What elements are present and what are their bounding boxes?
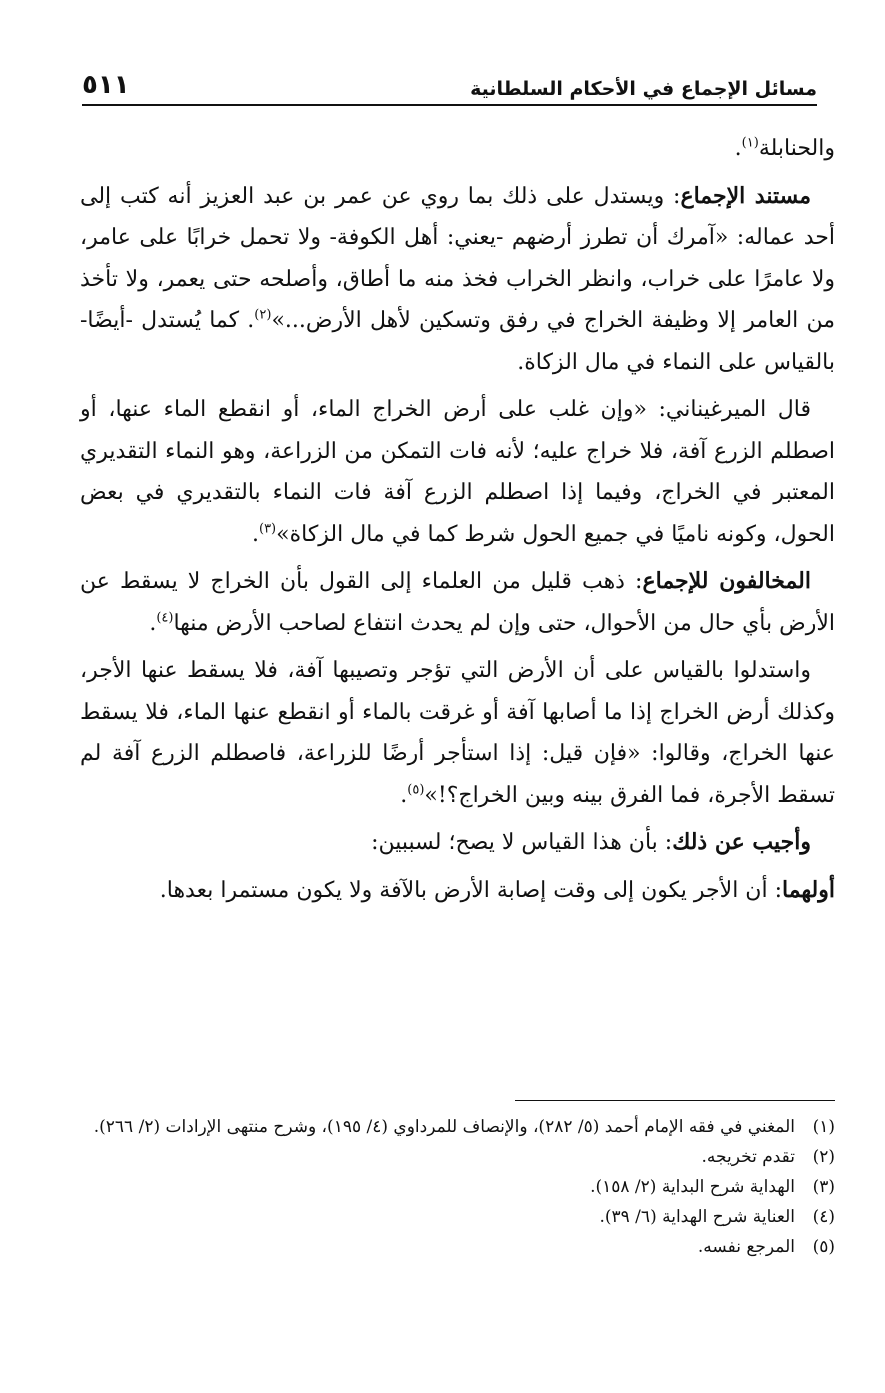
footnote-text: تقدم تخريجه. [701, 1147, 795, 1167]
paragraph [80, 561, 835, 644]
paragraph [80, 822, 835, 864]
paragraph-tail: . [734, 136, 742, 161]
footnote [80, 1202, 835, 1232]
paragraph-lead: وأجيب عن ذلك [672, 829, 811, 855]
paragraph [80, 389, 835, 555]
footnote-reference: (٥) [407, 782, 425, 798]
paragraph-tail: . [149, 610, 157, 636]
paragraph [80, 650, 835, 816]
paragraph-text: : ذهب قليل من العلماء إلى القول بأن الخراج لا يسقط عن الأرض بأي حال من الأحوال، حتى وإن لم يحدث انتفاع لصاحب الأرض منها [80, 569, 835, 636]
paragraph-text: : بأن هذا القياس لا يصح؛ لسببين: [371, 830, 673, 855]
paragraph-text: واستدلوا بالقياس على أن الأرض التي تؤجر وتصيبها آفة، فلا يسقط عنها الأجر، وكذلك أرض الخراج إذا ما أصابها آفة أو غرقت بالماء أو انقطع عنها الماء، فلا يسقط عنها الخراج، وقالوا: «فإن قيل: إذا استأجر أرضًا للزراعة، فاصطلم الزرع آفة لم تسقط الأجرة، فما الفرق بينه وبين الخراج؟!» [80, 658, 835, 808]
footnotes [80, 1112, 835, 1262]
footnote-reference: (١) [741, 135, 759, 151]
paragraph-text: : ويستدل على ذلك بما روي عن عمر بن عبد العزيز أنه كتب إلى أحد عماله: «آمرك أن تطرز أرضهم -يعني: أهل الكوفة- ولا تحمل خرابًا على عامر، ولا عامرًا على خراب، وانظر الخراب فخذ منه ما أطاق، وأصلحه حتى يعمر، ولا تأخذ من العامر إلا وظيفة الخراج في رفق وتسكين لأهل الأرض...» [80, 183, 836, 333]
footnote-reference: (٢) [254, 307, 272, 323]
paragraph [80, 128, 835, 170]
page-number: ٥١١ [82, 70, 130, 100]
paragraph [80, 176, 835, 384]
footnote-reference: (٤) [156, 610, 174, 626]
paragraph-tail: . كما يُستدل -أيضًا- بالقياس على النماء في مال الزكاة. [80, 308, 835, 375]
page-header [82, 62, 817, 106]
footnote [80, 1142, 835, 1172]
footnote [80, 1112, 835, 1142]
footnote-text: المرجع نفسه. [697, 1237, 795, 1257]
paragraph-lead: المخالفون للإجماع [642, 568, 811, 594]
footnote-separator [515, 1100, 835, 1101]
paragraph-tail: . [400, 782, 408, 808]
footnote-text: المغني في فقه الإمام أحمد (٥/ ٢٨٢)، والإنصاف للمرداوي (٤/ ١٩٥)، وشرح منتهى الإرادات (٢/ ٢٦٦). [93, 1117, 795, 1137]
footnote-text: الهداية شرح البداية (٢/ ١٥٨). [590, 1177, 795, 1197]
main-text [80, 128, 835, 917]
footnote-reference: (٣) [258, 521, 277, 537]
footnote-number: (٢) [812, 1147, 835, 1167]
footnote-number: (٤) [812, 1207, 835, 1227]
paragraph-text: والحنابلة [758, 136, 835, 161]
paragraph-text: : أن الأجر يكون إلى وقت إصابة الأرض بالآفة ولا يكون مستمرا بعدها. [159, 877, 782, 903]
running-title: مسائل الإجماع في الأحكام السلطانية [470, 78, 817, 100]
paragraph-lead: أولهما [781, 876, 835, 903]
footnote [80, 1172, 835, 1202]
footnote-number: (١) [812, 1117, 835, 1137]
paragraph-lead: مستند الإجماع [680, 182, 812, 209]
footnote-number: (٣) [812, 1177, 835, 1197]
paragraph [80, 870, 835, 912]
paragraph-text: قال الميرغيناني: «وإن غلب على أرض الخراج الماء، أو انقطع الماء عنها، أو اصطلم الزرع آفة، فلا خراج عليه؛ لأنه فات التمكن من الزراعة، وهو النماء التقديري المعتبر في الخراج، وفيما إذا اصطلم الزرع آفة فات النماء بالتقديري في بعض الحول، وكونه ناميًا في جميع الحول شرط كما في مال الزكاة» [80, 397, 835, 547]
footnote [80, 1232, 835, 1262]
footnote-text: العناية شرح الهداية (٦/ ٣٩). [599, 1207, 795, 1227]
paragraph-tail: . [251, 521, 259, 547]
footnote-number: (٥) [812, 1237, 835, 1257]
